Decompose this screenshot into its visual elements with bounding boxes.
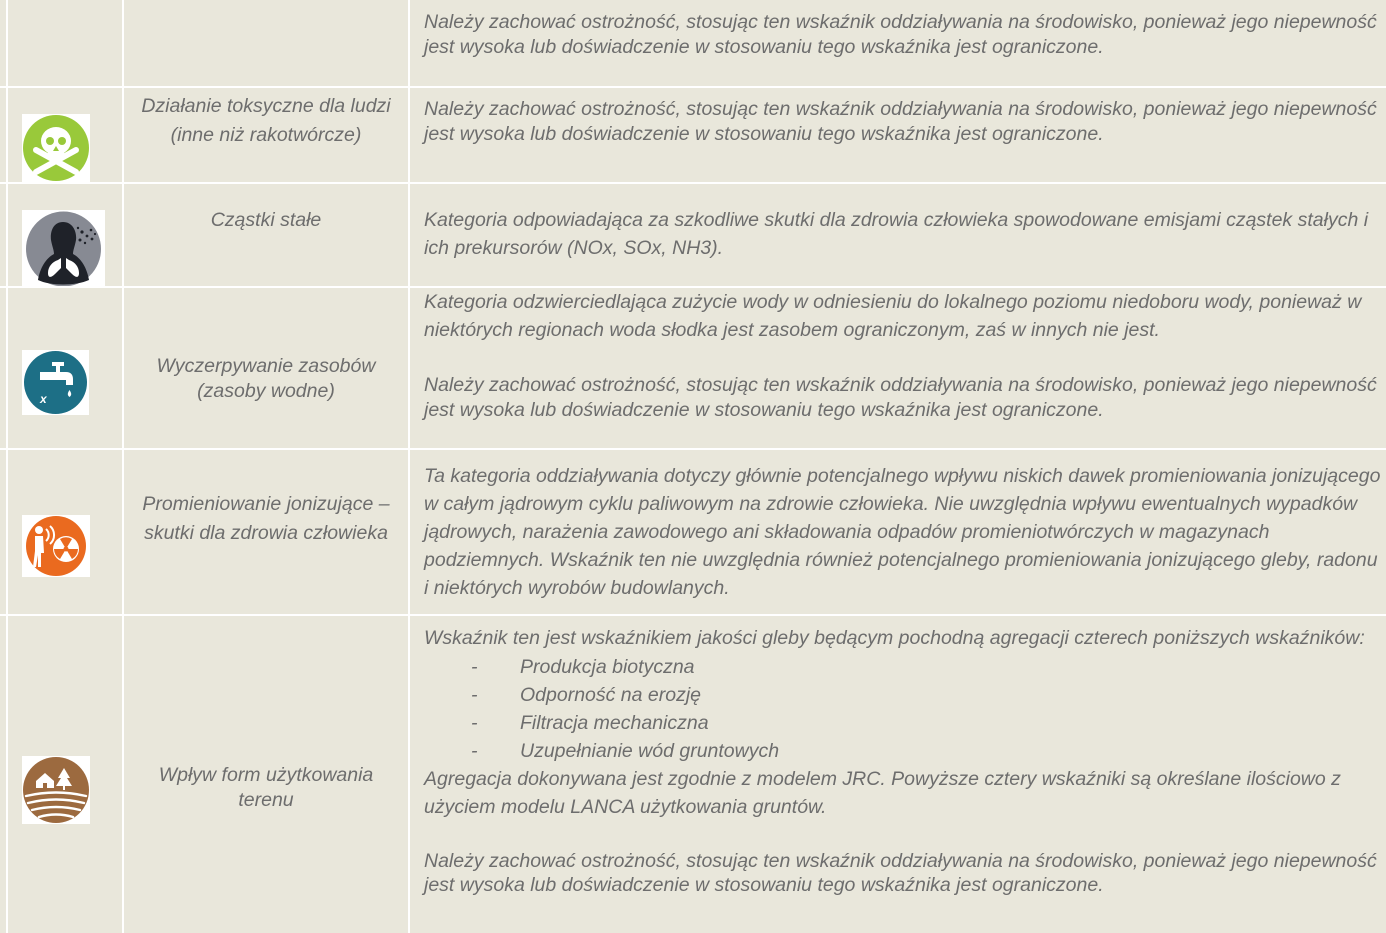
land-use-icon [22,756,90,824]
category-name-cell [124,450,408,614]
table-row [0,184,1386,286]
icon-cell [8,288,122,448]
category-name: Cząstki stałe [210,209,322,231]
indicator-list [424,653,1382,765]
column-divider [408,0,410,933]
svg-text:x: x [40,392,47,406]
category-name-cell [124,616,408,933]
description-paragraph: Kategoria odpowiadająca za szkodliwe skutki dla zdrowia człowieka spowodowane emisjami cząstek stałych i ich prekursorów (NOx, SOx, NH3). [424,209,1369,259]
column-divider [6,0,8,933]
description-paragraph: Należy zachować ostrożność, stosując ten wskaźnik oddziaływania na środowisko, ponieważ jego niepewność jest wysoka lub doświadczenie w stosowaniu tego wskaźnika jest ograniczone. [424,11,1377,58]
row-divider [0,86,1386,88]
category-name: Wyczerpywanie zasobów (zasoby wodne) [156,355,376,402]
category-name-cell [124,88,408,182]
row-divider [0,286,1386,288]
description-cell [410,88,1386,182]
category-name-cell [124,288,408,448]
category-name-cell [124,184,408,286]
category-name: Promieniowanie jonizujące – skutki dla zdrowia człowieka [142,493,390,544]
description-paragraph: Należy zachować ostrożność, stosując ten wskaźnik oddziaływania na środowisko, ponieważ jego niepewność jest wysoka lub doświadczenie w stosowaniu tego wskaźnika jest ograniczone. [424,374,1377,421]
column-divider [122,0,124,933]
list-item: - Produkcja biotyczna [471,655,695,678]
table-row [0,0,1386,86]
ionising-radiation-icon [22,515,90,577]
row-divider [0,614,1386,616]
water-tap-icon [22,350,89,415]
icon-cell [8,184,122,286]
description-intro: Wskaźnik ten jest wskaźnikiem jakości gleby będącym pochodną agregacji czterech poniższych wskaźników: [424,627,1365,649]
list-item: - Filtracja mechaniczna [471,711,709,734]
particulate-lungs-icon [22,210,105,288]
table-row [0,288,1386,448]
description-cell [410,0,1386,86]
category-name: Działanie toksyczne dla ludzi (inne niż rakotwórcze) [141,95,391,146]
icon-cell [8,0,122,86]
description-paragraph: Należy zachować ostrożność, stosując ten wskaźnik oddziaływania na środowisko, ponieważ jego niepewność jest wysoka lub doświadczenie w stosowaniu tego wskaźnika jest ograniczone. [424,849,1377,896]
table-row [0,450,1386,614]
table-row [0,88,1386,182]
list-item: - Odporność na erozję [471,683,702,706]
description-cell [410,616,1386,933]
skull-crossbones-icon [22,114,90,182]
row-divider [0,448,1386,450]
description-paragraph: Agregacja dokonywana jest zgodnie z modelem JRC. Powyższe cztery wskaźniki są określane ilościowo z użyciem modelu LANCA użytkowania gruntów. [424,767,1341,818]
list-item: - Uzupełnianie wód gruntowych [471,739,780,762]
description-paragraph: Ta kategoria oddziaływania dotyczy głównie potencjalnego wpływu niskich dawek promieniowania jonizującego w całym jądrowym cyklu paliwowym na zdrowie człowieka. Nie uwzględnia wpływu ewentualnych wypadków jądrowych, narażenia zawodowego ani składowania odpadów promieniotwórczych w magazynach podziemnych. Wskaźnik ten nie uwzględnia również potencjalnego promieniowania jonizującego gleby, radonu i niektórych wyrobów budowlanych. [424,465,1381,599]
description-paragraph: Należy zachować ostrożność, stosując ten wskaźnik oddziaływania na środowisko, ponieważ jego niepewność jest wysoka lub doświadczenie w stosowaniu tego wskaźnika jest ograniczone. [424,98,1377,145]
icon-cell [8,616,122,933]
row-divider [0,182,1386,184]
category-name-cell [124,0,408,86]
description-cell [410,450,1386,614]
description-cell [410,288,1386,448]
icon-cell [8,450,122,614]
description-cell [410,184,1386,286]
icon-cell [8,88,122,182]
table-row [0,616,1386,933]
category-name: Wpływ form użytkowania terenu [158,764,374,811]
description-paragraph: Kategoria odzwierciedlająca zużycie wody w odniesieniu do lokalnego poziomu niedoboru wody, ponieważ w niektórych regionach woda słodka jest zasobem ograniczonym, zaś w innych nie jest. [424,291,1362,341]
